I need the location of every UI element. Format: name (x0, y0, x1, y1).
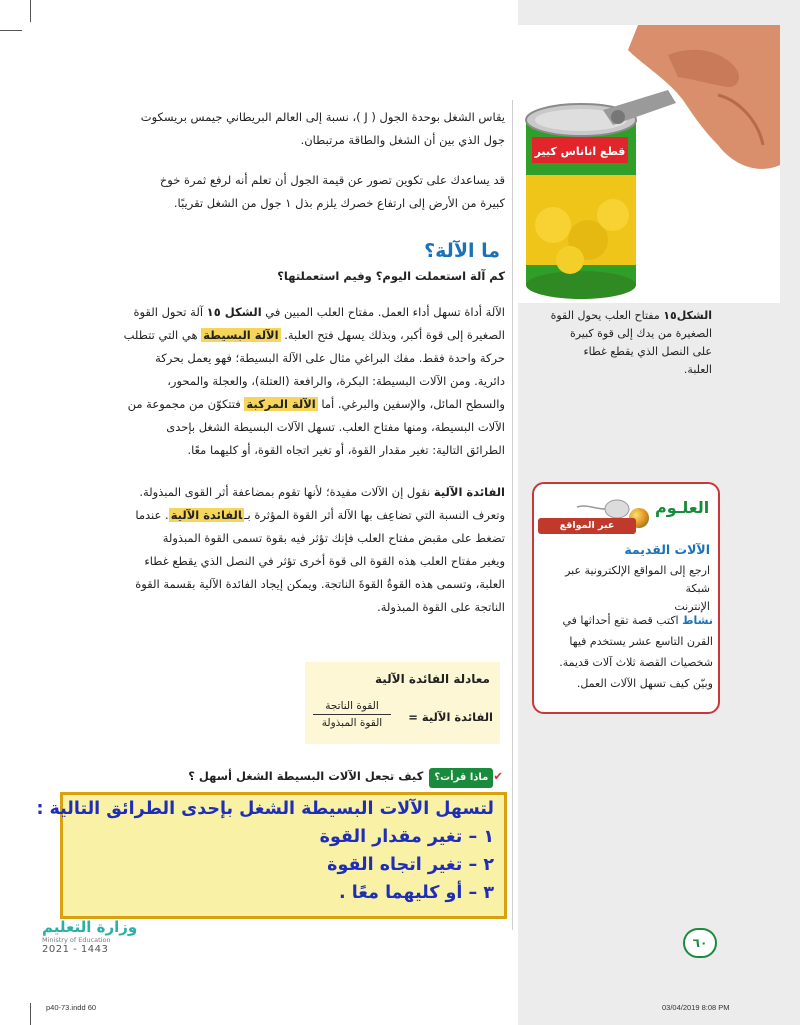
text-run: مفتاح العلب يحول القوة (550, 309, 664, 322)
fraction (313, 700, 391, 729)
edition-year: 2021 - 1443 (42, 944, 109, 955)
answer-line: ٣ – أو كليهما معًا . (338, 883, 494, 903)
equation (313, 700, 493, 740)
paragraph-line: الآلات البسيطة، ومنها مفتاح العلب. تسهل الآلات البسيطة الشغل بإحدى (166, 420, 505, 434)
paragraph-line: العلبة، وتسمى هذه القوةُ القوةَ الناتجة. ويمكن إيجاد الفائدة الآلية بقسمة القوة (135, 577, 505, 591)
intro-line: جول الذي بين أن الشغل والطاقة مرتبطان. (300, 133, 505, 147)
term-highlight: الآلة المركبة (246, 397, 316, 411)
equation-box (305, 662, 500, 744)
equation-title: معادلة الفائدة الآلية (374, 672, 490, 686)
text-run: نقول إن الآلات مفيدة؛ لأنها تقوم بمضاعفة أثر القوى المبذولة. (139, 485, 434, 499)
caption-line: العلبة. (683, 363, 712, 376)
ministry-logo (42, 918, 152, 955)
text-line: الإنترنت (674, 600, 710, 613)
term-highlight: الآلة البسيطة (203, 328, 279, 342)
text-run: والسطح المائل، والإسفين والبرغي. أما (317, 397, 505, 411)
paragraph-line: الناتجة على القوة المبذولة. (377, 600, 505, 614)
can-label: قطع اناناس كبير (534, 145, 626, 158)
can-opener-photo (518, 25, 780, 303)
caption-line: على النصل الذي يقطع غطاء (583, 345, 712, 358)
numerator: القوة الناتجة (313, 700, 391, 715)
paragraph-line: ويغير مفتاح العلب هذه القوة الى قوة أخرى تؤثر في النصل الذي يقطع غطاء (144, 554, 505, 568)
box-text (545, 562, 710, 616)
text-run: . عندما (135, 508, 169, 522)
reading-check-badge: ماذا قرأت؟ (429, 768, 493, 788)
paragraph-line: دائرية. ومن الآلات البسيطة: البكرة، والرافعة (العتلة)، والعجلة والمحور، (167, 374, 505, 388)
column-divider (512, 100, 513, 930)
page-number: ٦٠ (683, 928, 717, 958)
ministry-english: Ministry of Education (42, 936, 111, 944)
text-run: فتتكوّن من مجموعة من (127, 397, 245, 411)
print-date: 03/04/2019 8:08 PM (662, 1003, 730, 1012)
intro-line: كبيرة من الأرض إلى ارتفاع خصرك يلزم بذل ١ جول من الشغل تقريبًا. (173, 196, 505, 210)
box-subtitle: الآلات القديمة (624, 542, 710, 557)
text-run: هي التي تتطلب (123, 328, 202, 342)
answer-line: ٢ – تغير اتجاه القوة (327, 855, 494, 875)
paragraph-line: حركة واحدة فقط. مفك البراغي مثال على الآلة البسيطة؛ فهو يعمل بحركة (155, 351, 505, 365)
computer-mouse-icon (575, 498, 631, 520)
reading-check (175, 766, 503, 788)
figure-ref: الشكل ١٥ (206, 305, 262, 319)
figure-caption (520, 307, 712, 379)
answer-box (36, 792, 507, 919)
answer-line: لتسهل الآلات البسيطة الشغل بإحدى الطرائق التالية : (36, 799, 494, 819)
text-line: وبيّن كيف تسهل الآلات العمل. (576, 677, 713, 690)
paragraph-line (100, 324, 505, 347)
answer-line: ١ – تغير مقدار القوة (319, 827, 494, 847)
section-question: كم آلة استعملت اليوم؟ وفيم استعملتها؟ (277, 269, 505, 283)
section-heading: ما الآلة؟ (424, 240, 500, 262)
term-highlight: الفائدة الآلية (170, 508, 243, 522)
caption-line: الصغيرة من يدك إلى قوة كبيرة (569, 327, 712, 340)
paragraph-line: الطرائق التالية: تغير مقدار القوة، أو تغير اتجاه القوة، أو كليهما معًا. (187, 443, 505, 457)
online-banner: عبر المواقع الإلكترونية (538, 518, 636, 534)
crop-mark (30, 1003, 31, 1025)
print-file-name: p40-73.indd 60 (46, 1003, 97, 1012)
checkmark-icon: ✔ (493, 769, 503, 783)
text-line: شخصيات القصة ثلاث آلات قديمة. (559, 656, 713, 669)
figure-label: الشكل١٥ (663, 309, 712, 322)
reading-check-question: كيف تجعل الآلات البسيطة الشغل أسهل ؟ (188, 769, 424, 783)
science-online-title: العلـوم (655, 498, 710, 517)
intro-line: يقاس الشغل بوحدة الجول ( J )، نسبة إلى العالم البريطاني جيمس بريسكوت (140, 110, 505, 124)
denominator: القوة المبذولة (321, 717, 383, 729)
text-line (538, 610, 713, 631)
term-bold: الفائدة الآلية (433, 485, 505, 499)
text-line: ارجع إلى المواقع الإلكترونية عبر شبكة (565, 564, 710, 595)
paragraph-line (100, 481, 505, 504)
caption-line (520, 307, 712, 325)
text-run: الآلة أداة تسهل أداء العمل. مفتاح العلب المبين في (261, 305, 505, 319)
crop-mark (30, 0, 31, 22)
paragraph-line: تضغط على مقبض مفتاح العلب فإنك تؤثر فيه بقوة تسمى القوة المبذولة (162, 531, 505, 545)
text-line: القرن التاسع عشر يستخدم فيها (569, 635, 713, 648)
paragraph-line (100, 504, 505, 527)
text-run: آلة تحول القوة (133, 305, 207, 319)
equation-lhs: الفائدة الآلية = (408, 710, 493, 724)
crop-mark (0, 30, 22, 31)
intro-line: قد يساعدك على تكوين تصور عن قيمة الجول أن تعلم أنه لرفع ثمرة خوخ (159, 173, 505, 187)
text-run: وتعرف النسبة التي تضاعِف بها الآلة أثر القوة المؤثرة بـ (244, 508, 505, 522)
ministry-arabic: وزارة التعليم (42, 918, 138, 936)
text-run: الصغيرة إلى قوة أكبر، وبذلك يسهل فتح العلبة. (280, 328, 505, 342)
activity-text (538, 610, 713, 694)
paragraph-line (100, 393, 505, 416)
text-run: اكتب قصة تقع أحداثها في (562, 614, 683, 627)
paragraph-line (100, 301, 505, 324)
activity-label: نشاط (682, 614, 713, 627)
